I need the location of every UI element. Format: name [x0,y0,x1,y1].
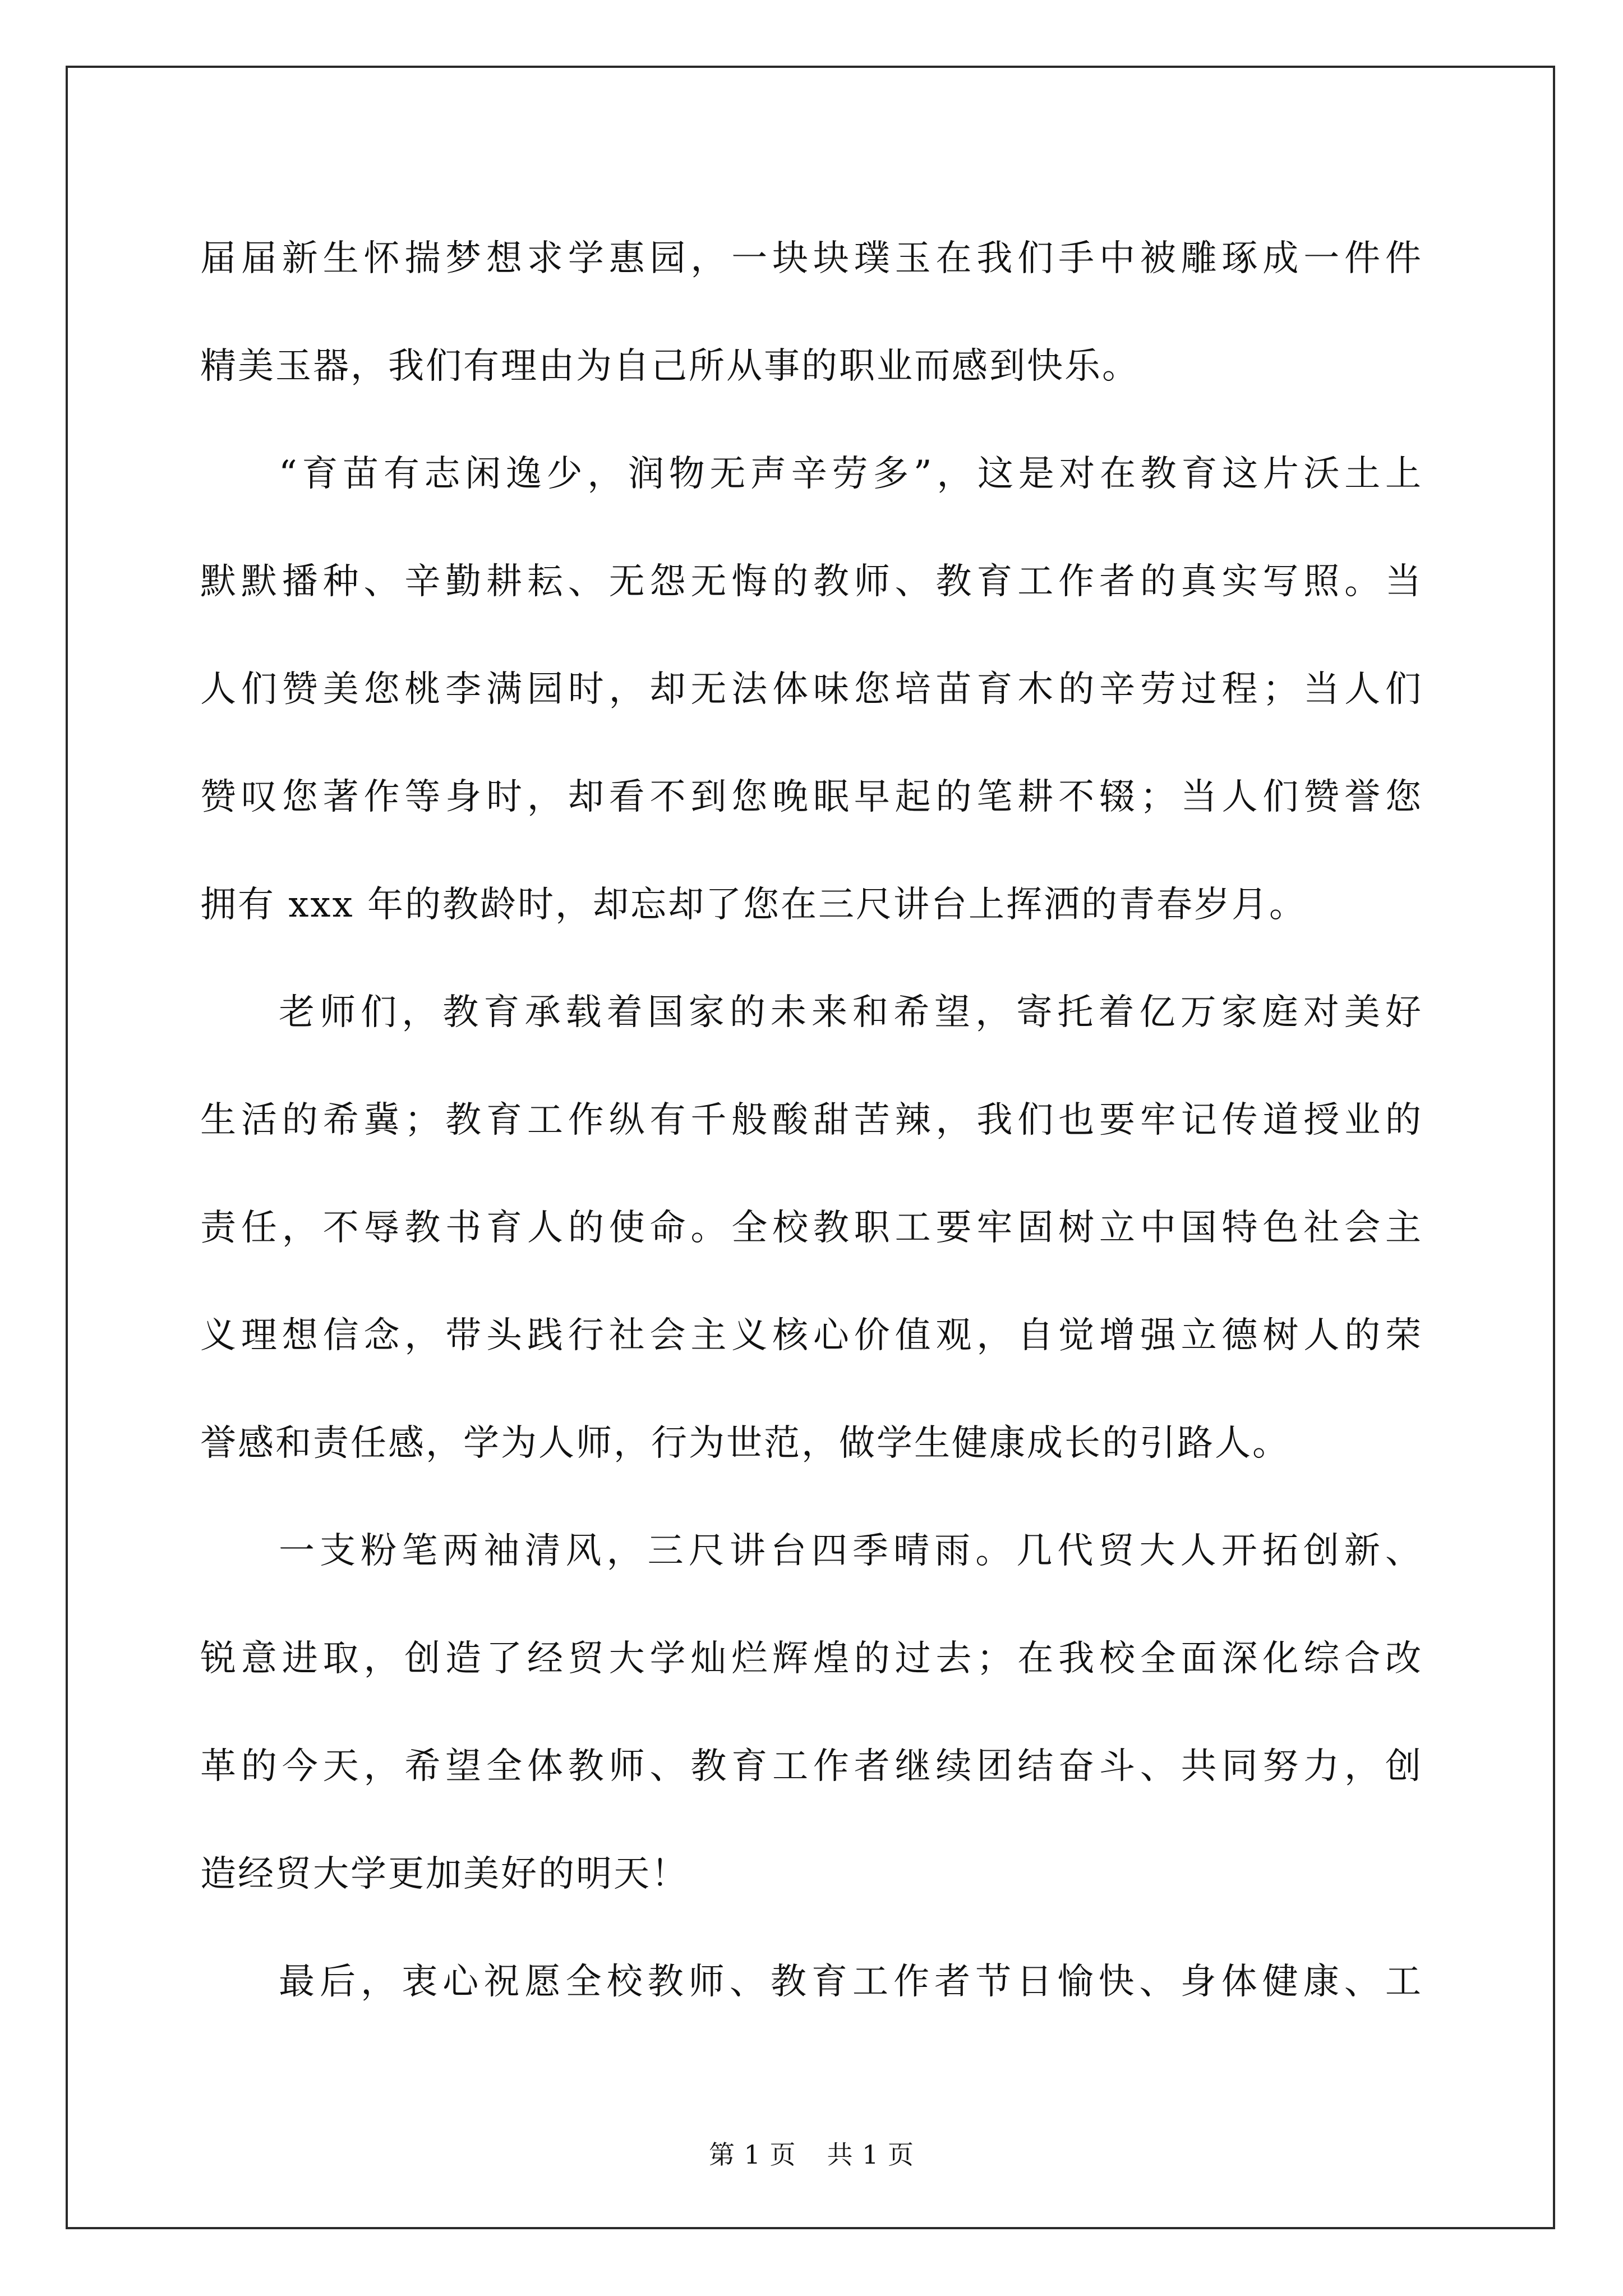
text-line: 革的今天，希望全体教师、教育工作者继续团结奋斗、共同努力，创 [200,1746,1423,1787]
text-line: 锐意进取，创造了经贸大学灿烂辉煌的过去；在我校全面深化综合改 [200,1638,1423,1680]
page-footer [0,2134,1623,2171]
text-line: 责任，不辱教书育人的使命。全校教职工要牢固树立中国特色社会主 [200,1207,1423,1249]
text-line: 最后，衷心祝愿全校教师、教育工作者节日愉快、身体健康、工 [279,1961,1423,2003]
text-line: 精美玉器，我们有理由为自己所从事的职业而感到快乐。 [200,346,1140,387]
page-number: 第 1 页 [708,2139,796,2170]
text-line: 一支粉笔两袖清风，三尺讲台四季晴雨。几代贸大人开拓创新、 [279,1530,1423,1572]
page-total: 共 1 页 [827,2139,915,2170]
text-line: “育苗有志闲逸少，润物无声辛劳多”，这是对在教育这片沃土上 [279,453,1423,495]
text-line: 老师们，教育承载着国家的未来和希望，寄托着亿万家庭对美好 [279,992,1423,1033]
text-line: 生活的希冀；教育工作纵有千般酸甜苦辣，我们也要牢记传道授业的 [200,1099,1423,1141]
text-line: 人们赞美您桃李满园时，却无法体味您培苗育木的辛劳过程；当人们 [200,669,1423,710]
text-line: 造经贸大学更加美好的明天！ [200,1853,689,1895]
text-line: 义理想信念，带头践行社会主义核心价值观，自觉增强立德树人的荣 [200,1315,1423,1356]
text-line: 拥有 xxx 年的教龄时，却忘却了您在三尺讲台上挥洒的青春岁月。 [200,884,1307,926]
document-body [200,205,1423,2036]
text-line: 默默播种、辛勤耕耘、无怨无悔的教师、教育工作者的真实写照。当 [200,561,1423,602]
text-line: 誉感和责任感，学为人师，行为世范，做学生健康成长的引路人。 [200,1423,1290,1464]
text-line: 赞叹您著作等身时，却看不到您晚眠早起的笔耕不辍；当人们赞誉您 [200,776,1423,818]
text-line: 届届新生怀揣梦想求学惠园，一块块璞玉在我们手中被雕琢成一件件 [200,238,1423,279]
